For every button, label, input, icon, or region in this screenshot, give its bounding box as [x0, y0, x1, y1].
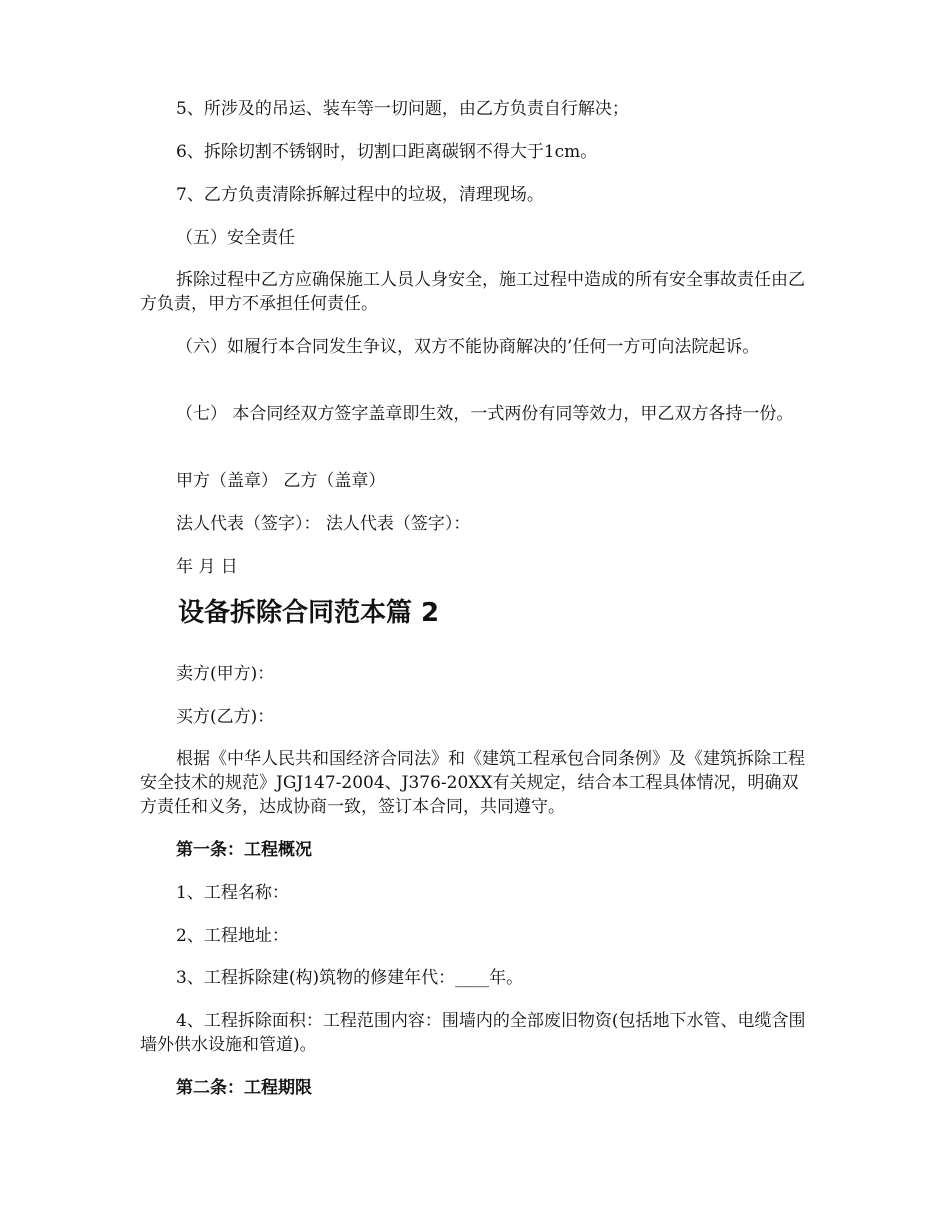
dispute-paragraph: （六）如履行本合同发生争议，双方不能协商解决的’任何一方可向法院起诉。 — [176, 337, 760, 357]
section-2-heading: 设备拆除合同范本篇 2 — [178, 598, 440, 628]
safety-section-title: （五）安全责任 — [176, 228, 295, 248]
date-line: 年 月 日 — [176, 557, 238, 577]
seal-line: 甲方（盖章） 乙方（盖章） — [176, 471, 386, 491]
buyer-line: 买方(乙方)： — [176, 707, 275, 727]
article-2-title: 第二条：工程期限 — [176, 1078, 312, 1098]
build-era-line: 3、工程拆除建(构)筑物的修建年代：____年。 — [176, 968, 524, 988]
seller-line: 卖方(甲方)： — [176, 664, 275, 684]
intro-paragraph: 根据《中华人民共和国经济合同法》和《建筑工程承包合同条例》及《建筑拆除工程安全技术的规范》JGJ147-2004、J376-20XX有关规定，结合本工程具体情况，明确双方责任和义务，达成协商一致，签订本合同，共同遵守。 — [140, 749, 805, 817]
clause-item-7: 7、乙方负责清除拆解过程中的垃圾，清理现场。 — [176, 185, 544, 205]
demolition-area-paragraph: 4、工程拆除面积：工程范围内容：围墙内的全部废旧物资(包括地下水管、电缆含围墙外供水设施和管道)。 — [140, 1011, 806, 1055]
clause-item-5: 5、所涉及的吊运、装车等一切问题，由乙方负责自行解决； — [176, 99, 629, 119]
project-address-line: 2、工程地址： — [176, 926, 289, 946]
representative-line: 法人代表（签字）： 法人代表（签字）： — [176, 514, 471, 534]
article-1-title: 第一条：工程概况 — [176, 840, 312, 860]
project-name-line: 1、工程名称： — [176, 883, 289, 903]
safety-paragraph: 拆除过程中乙方应确保施工人员人身安全，施工过程中造成的所有安全事故责任由乙方负责，甲方不承担任何责任。 — [140, 270, 805, 314]
clause-item-6: 6、拆除切割不锈钢时，切割口距离碳钢不得大于1cm。 — [176, 142, 598, 162]
effect-paragraph: （七） 本合同经双方签字盖章即生效，一式两份有同等效力，甲乙双方各持一份。 — [176, 404, 794, 424]
